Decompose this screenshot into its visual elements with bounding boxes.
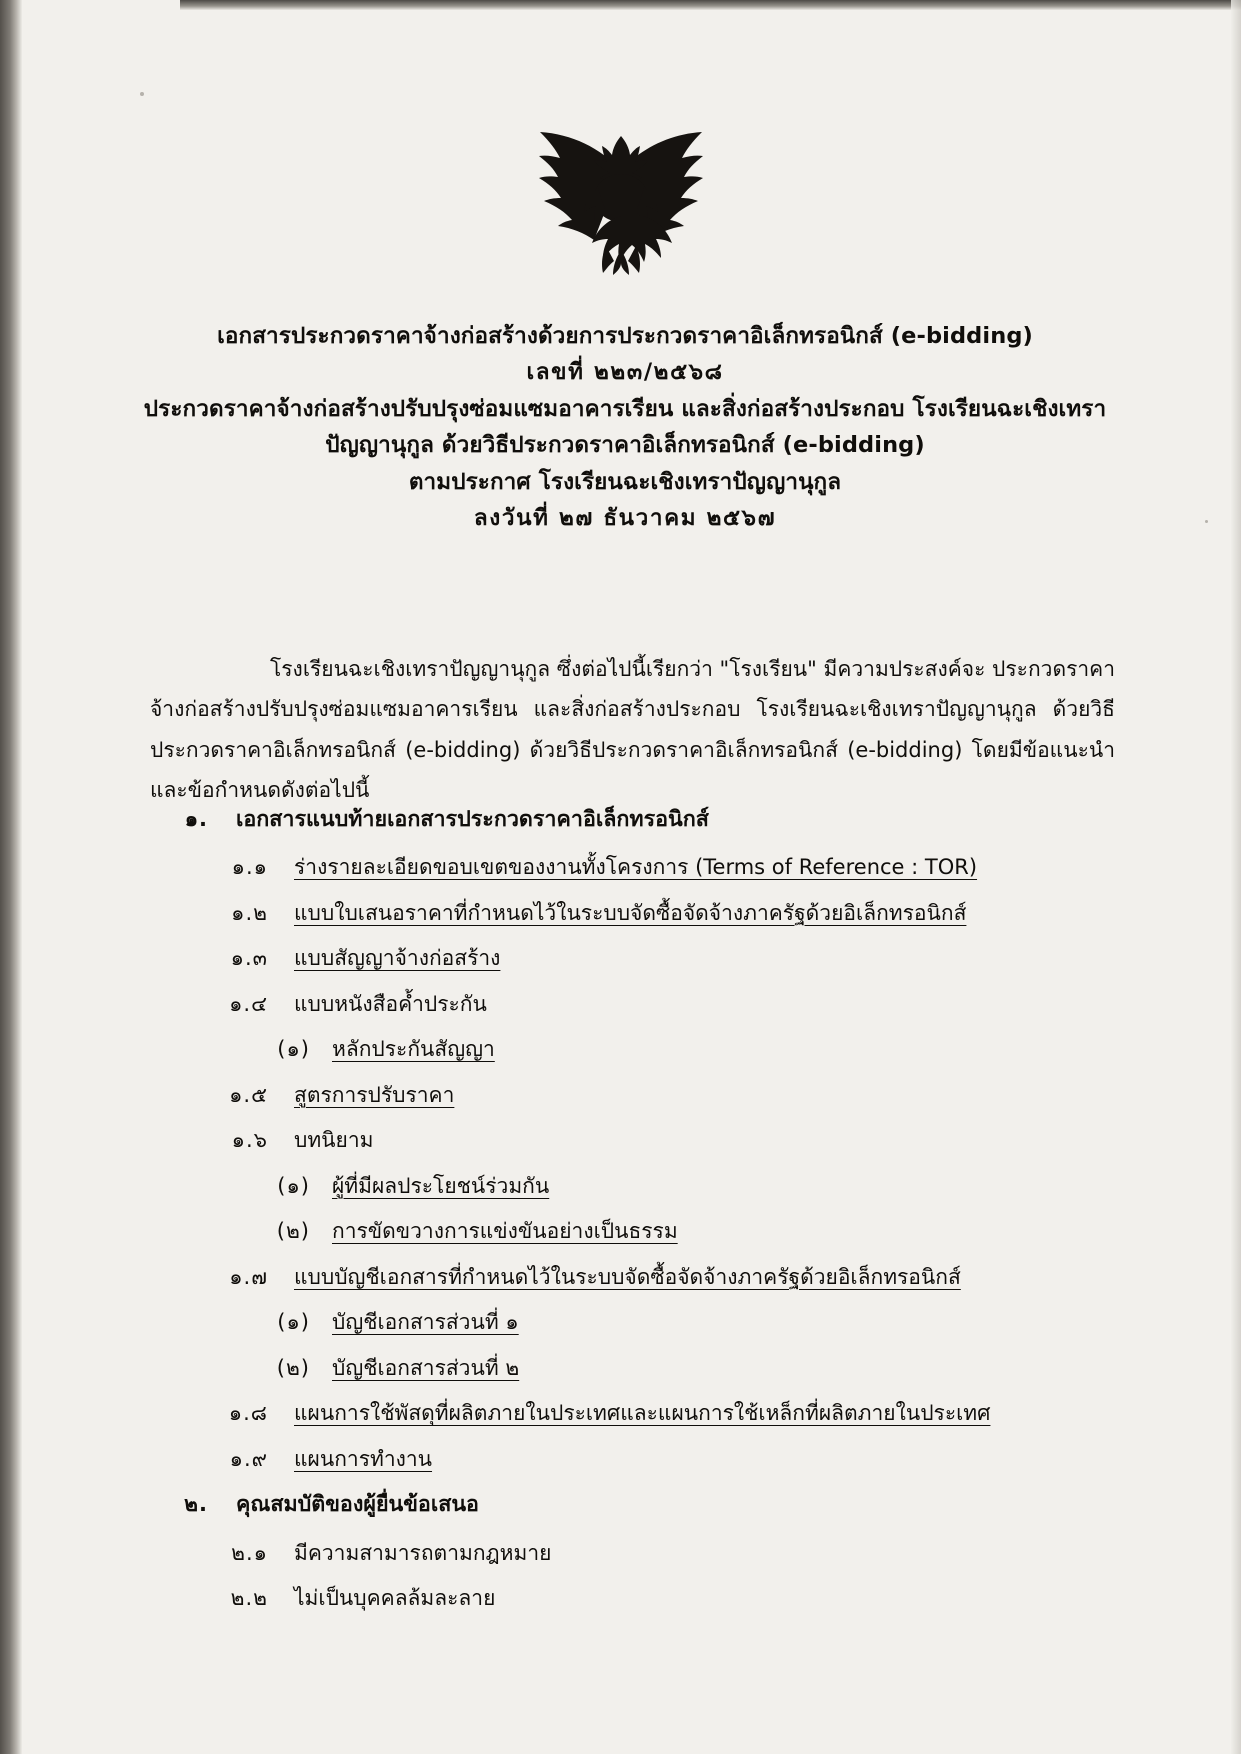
- clause-text: แบบหนังสือค้ำประกัน: [294, 991, 487, 1016]
- heading-line-1: เอกสารประกวดราคาจ้างก่อสร้างด้วยการประกวดราคาอิเล็กทรอนิกส์ (e-bidding): [217, 323, 1033, 349]
- clause-text: แผนการใช้พัสดุที่ผลิตภายในประเทศและแผนการใช้เหล็กที่ผลิตภายในประเทศ: [294, 1401, 991, 1426]
- clause-text: บัญชีเอกสารส่วนที่ ๑: [332, 1310, 519, 1335]
- clause-text: เอกสารแนบท้ายเอกสารประกวดราคาอิเล็กทรอนิกส์: [236, 807, 709, 832]
- clause-row: [150, 804, 1130, 836]
- clause-row: [150, 1353, 1130, 1385]
- clause-number: ๑.๒: [231, 900, 268, 925]
- clause-text: สูตรการปรับราคา: [294, 1082, 455, 1107]
- document-heading: [120, 318, 1130, 537]
- clause-text: ร่างรายละเอียดขอบเขตของงานทั้งโครงการ (Terms of Reference : TOR): [294, 855, 978, 880]
- clause-row: [150, 1307, 1130, 1339]
- heading-document-number: เลขที่ ๒๒๓/๒๕๖๘: [526, 359, 724, 386]
- clause-number: (๒): [276, 1355, 310, 1380]
- clause-row: [150, 989, 1130, 1021]
- clause-number: (๑): [277, 1173, 310, 1198]
- heading-line-3: ประกวดราคาจ้างก่อสร้างปรับปรุงซ่อมแซมอาคารเรียน และสิ่งก่อสร้างประกอบ โรงเรียนฉะเชิงเทรา: [143, 395, 1107, 422]
- clause-number: ๑.๘: [228, 1401, 268, 1426]
- clause-text: บทนิยาม: [294, 1128, 374, 1153]
- clause-row: [150, 1171, 1130, 1203]
- clause-number: (๑): [277, 1037, 310, 1062]
- clause-number: (๒): [276, 1219, 310, 1244]
- clause-text: แบบบัญชีเอกสารที่กำหนดไว้ในระบบจัดซื้อจัดจ้างภาครัฐด้วยอิเล็กทรอนิกส์: [294, 1264, 961, 1289]
- clause-number: ๑.: [184, 807, 208, 831]
- clause-number: ๒.: [184, 1492, 208, 1517]
- clause-row: [150, 1080, 1130, 1112]
- clause-number: ๒.๑: [231, 1540, 268, 1565]
- clause-row: [150, 943, 1130, 975]
- intro-paragraph: โรงเรียนฉะเชิงเทราปัญญานุกูล ซึ่งต่อไปนี้เรียกว่า "โรงเรียน" มีความประสงค์จะ ประกวดราคาจ้างก่อสร้างปรับปรุงซ่อมแซมอาคารเรียน และสิ่งก่อสร้างประกอบ โรงเรียนฉะเชิงเทราปัญญานุกูล ด้วยวิธีประกวดราคาอิเล็กทรอนิกส์ (e-bidding) ด้วยวิธีประกวดราคาอิเล็กทรอนิกส์ (e-bidding) โดยมีข้อแนะนำและข้อกำหนดดังต่อไปนี้: [150, 657, 1116, 802]
- clause-text: คุณสมบัติของผู้ยื่นข้อเสนอ: [236, 1492, 479, 1518]
- clause-row: [150, 1489, 1130, 1521]
- clause-outline: [150, 800, 1130, 1629]
- clause-text: หลักประกันสัญญา: [332, 1037, 495, 1062]
- clause-row: [150, 1034, 1130, 1066]
- heading-date: ลงวันที่ ๒๗ ธันวาคม ๒๕๖๗: [473, 505, 777, 532]
- clause-row: [150, 852, 1130, 884]
- heading-announcement-source: ตามประกาศ โรงเรียนฉะเชิงเทราปัญญานุกูล: [408, 468, 842, 495]
- clause-text: บัญชีเอกสารส่วนที่ ๒: [332, 1355, 520, 1380]
- clause-row: [150, 1216, 1130, 1248]
- clause-text: มีความสามารถตามกฎหมาย: [294, 1540, 552, 1565]
- garuda-emblem: [526, 128, 716, 278]
- heading-line-4: ปัญญานุกูล ด้วยวิธีประกวดราคาอิเล็กทรอนิกส์ (e-bidding): [325, 432, 925, 459]
- clause-row: [150, 1262, 1130, 1294]
- clause-row: [150, 1538, 1130, 1570]
- clause-number: ๒.๒: [230, 1586, 268, 1610]
- clause-number: (๑): [277, 1310, 310, 1335]
- clause-number: ๑.๑: [231, 855, 268, 880]
- clause-text: แผนการทำงาน: [294, 1446, 433, 1471]
- clause-number: ๑.๔: [229, 991, 268, 1016]
- clause-text: แบบใบเสนอราคาที่กำหนดไว้ในระบบจัดซื้อจัดจ้างภาครัฐด้วยอิเล็กทรอนิกส์: [294, 900, 967, 925]
- clause-text: ผู้ที่มีผลประโยชน์ร่วมกัน: [332, 1173, 550, 1198]
- clause-number: ๑.๖: [231, 1128, 268, 1153]
- clause-row: [150, 1444, 1130, 1476]
- clause-text: การขัดขวางการแข่งขันอย่างเป็นธรรม: [332, 1219, 678, 1244]
- clause-row: [150, 1583, 1130, 1615]
- clause-number: ๑.๗: [229, 1264, 268, 1289]
- clause-row: [150, 898, 1130, 930]
- clause-text: แบบสัญญาจ้างก่อสร้าง: [294, 946, 501, 971]
- clause-text: ไม่เป็นบุคคลล้มละลาย: [294, 1586, 496, 1610]
- clause-number: ๑.๙: [229, 1446, 268, 1471]
- clause-number: ๑.๓: [230, 946, 268, 971]
- clause-number: ๑.๕: [229, 1082, 268, 1107]
- clause-row: [150, 1398, 1130, 1430]
- clause-row: [150, 1125, 1130, 1157]
